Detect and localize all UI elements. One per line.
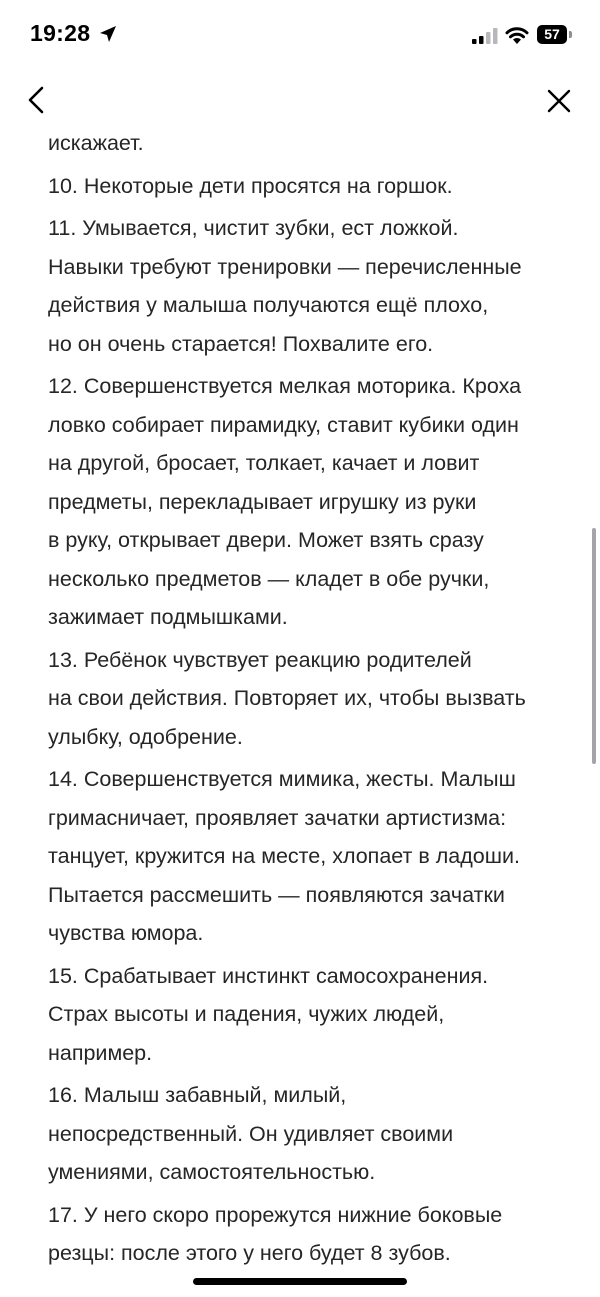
status-time: 19:28 (30, 20, 91, 46)
status-bar (0, 0, 600, 72)
text-line: несколько предметов — кладет в обе ручки, (48, 566, 490, 591)
text-line: ловко собирает пирамидку, ставит кубики один (48, 412, 519, 437)
text-line: в руку, открывает двери. Может взять сразу (48, 528, 484, 552)
text-line: непосредственный. Он удивляет своими (48, 1121, 454, 1146)
paragraph-16 (48, 1076, 588, 1192)
text-line: танцует, кружится на месте, хлопает в ладоши. (48, 844, 520, 868)
text-line: 13. Ребёнок чувствует реакцию родителей (48, 647, 472, 672)
text-line: гримасничает, проявляет зачатки артистизма: (48, 805, 507, 830)
paragraph-9-tail (48, 124, 588, 163)
location-arrow-icon (98, 24, 118, 44)
navigation-bar (0, 72, 600, 128)
text-line: зажимает подмышками. (48, 605, 288, 629)
battery-indicator: 57 (537, 25, 567, 44)
paragraph-12 (48, 367, 588, 637)
scroll-indicator[interactable] (592, 528, 596, 764)
text-line: резцы: после этого у него будет 8 зубов. (48, 1241, 451, 1265)
text-line: но он очень старается! Похвалите его. (48, 331, 434, 356)
text-line: 16. Малыш забавный, милый, (48, 1083, 347, 1107)
text-line: на другой, бросает, толкает, качает и ловит (48, 451, 480, 475)
text-line: Страх высоты и падения, чужих людей, (48, 1002, 445, 1026)
article-content (48, 124, 588, 1277)
paragraph-11 (48, 209, 588, 363)
cellular-signal-icon (472, 28, 498, 44)
text-line: Навыки требуют тренировки — перечисленные (48, 254, 522, 279)
text-line: Пытается рассмешить — появляются зачатки (48, 882, 505, 907)
text-line: 11. Умывается, чистит зубки, ест ложкой. (48, 216, 459, 240)
text-line: чувства юмора. (48, 921, 204, 945)
close-icon[interactable] (544, 86, 574, 116)
text-line: 15. Срабатывает инстинкт самосохранения. (48, 963, 489, 988)
paragraph-17 (48, 1196, 588, 1273)
wifi-icon (505, 24, 529, 44)
text-line: искажает. (48, 131, 144, 155)
paragraph-10 (48, 167, 588, 206)
text-line: на свои действия. Повторяет их, чтобы вызвать (48, 686, 526, 710)
paragraph-14 (48, 760, 588, 953)
paragraph-13 (48, 641, 588, 757)
text-line: например. (48, 1040, 153, 1065)
text-line: 14. Совершенствуется мимика, жесты. Малыш (48, 767, 516, 791)
home-indicator[interactable] (193, 1278, 407, 1285)
paragraph-15 (48, 957, 588, 1073)
text-line: предметы, перекладывает игрушку из руки (48, 489, 477, 514)
text-line: действия у малыша получаются ещё плохо, (48, 293, 489, 317)
text-line: 17. У него скоро прорежутся нижние боковые (48, 1202, 503, 1227)
battery-tip (569, 31, 572, 38)
chevron-left-icon[interactable] (22, 84, 52, 116)
text-line: улыбку, одобрение. (48, 724, 243, 749)
text-line: 10. Некоторые дети просятся на горшок. (48, 173, 453, 198)
text-line: умениями, самостоятельностью. (48, 1160, 376, 1184)
text-line: 12. Совершенствуется мелкая моторика. Кроха (48, 374, 522, 398)
